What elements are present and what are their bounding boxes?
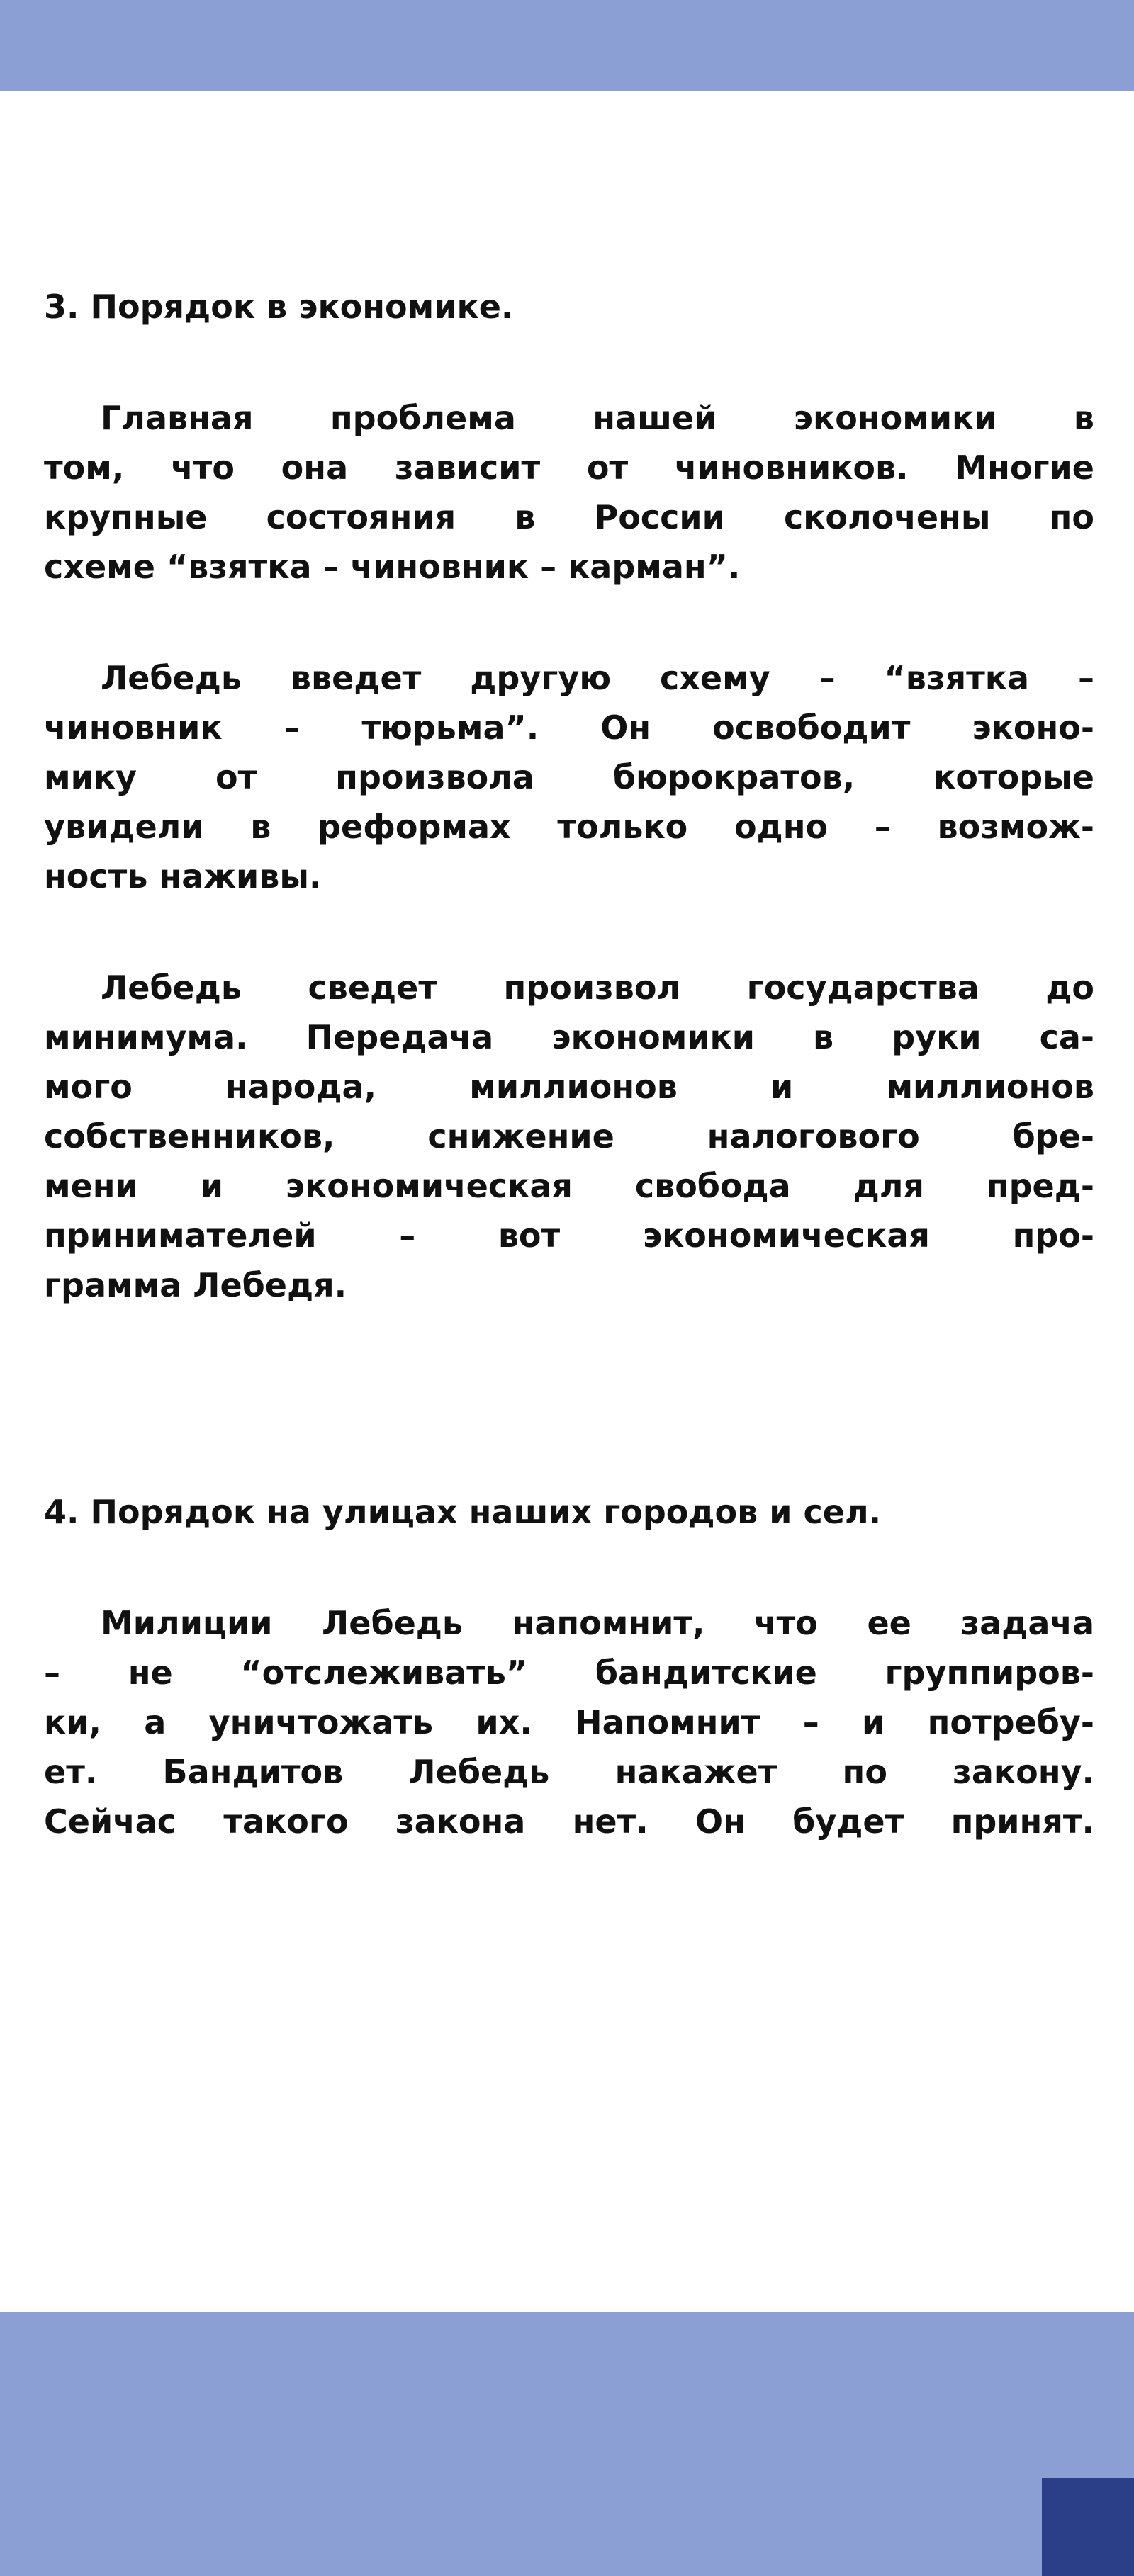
text-line: Главная проблема нашей экономики в: [101, 399, 1094, 437]
text-line: чиновник – тюрьма”. Он освободит эконо-: [44, 708, 1094, 747]
text-line: ет. Бандитов Лебедь накажет по закону.: [44, 1753, 1094, 1791]
text-line: принимателей – вот экономическая про-: [44, 1216, 1094, 1255]
text-line: Сейчас такого закона нет. Он будет принят.: [44, 1802, 1094, 1841]
text-line: схеме “взятка – чиновник – карман”.: [44, 548, 741, 586]
section-4-heading: 4. Порядок на улицах наших городов и сел.: [44, 1493, 882, 1531]
text-line: мени и экономическая свобода для пред-: [44, 1167, 1094, 1205]
top-color-band: [0, 0, 1134, 91]
section-3-paragraph-1: [44, 393, 1094, 592]
text-line: Лебедь введет другую схему – “взятка –: [101, 659, 1094, 697]
text-line: увидели в реформах только одно – возмож-: [44, 808, 1094, 846]
text-line: Милиции Лебедь напомнит, что ее задача: [101, 1604, 1094, 1642]
text-line: мику от произвола бюрократов, которые: [44, 758, 1094, 796]
text-line: том, что она зависит от чиновников. Многие: [44, 448, 1094, 487]
page-content: [44, 282, 1094, 1846]
text-line: собственников, снижение налогового бре-: [44, 1117, 1094, 1156]
section-3-paragraph-2: [44, 653, 1094, 901]
text-line: – не “отслеживать” бандитские группиров-: [44, 1654, 1094, 1692]
text-line: ки, а уничтожать их. Напомнит – и потребу-: [44, 1703, 1094, 1741]
bottom-color-band: [0, 2312, 1134, 2576]
text-line: минимума. Передача экономики в руки са-: [44, 1018, 1094, 1056]
text-line: Лебедь сведет произвол государства до: [101, 968, 1094, 1007]
text-line: мого народа, миллионов и миллионов: [44, 1068, 1094, 1106]
text-line: ность наживы.: [44, 857, 322, 896]
text-line: крупные состояния в России сколочены по: [44, 498, 1094, 536]
section-3-heading: 3. Порядок в экономике.: [44, 288, 514, 326]
text-line: грамма Лебедя.: [44, 1266, 347, 1304]
corner-block: [1042, 2478, 1134, 2576]
section-4-paragraph-1: [44, 1598, 1094, 1846]
section-3-paragraph-3: [44, 963, 1094, 1310]
